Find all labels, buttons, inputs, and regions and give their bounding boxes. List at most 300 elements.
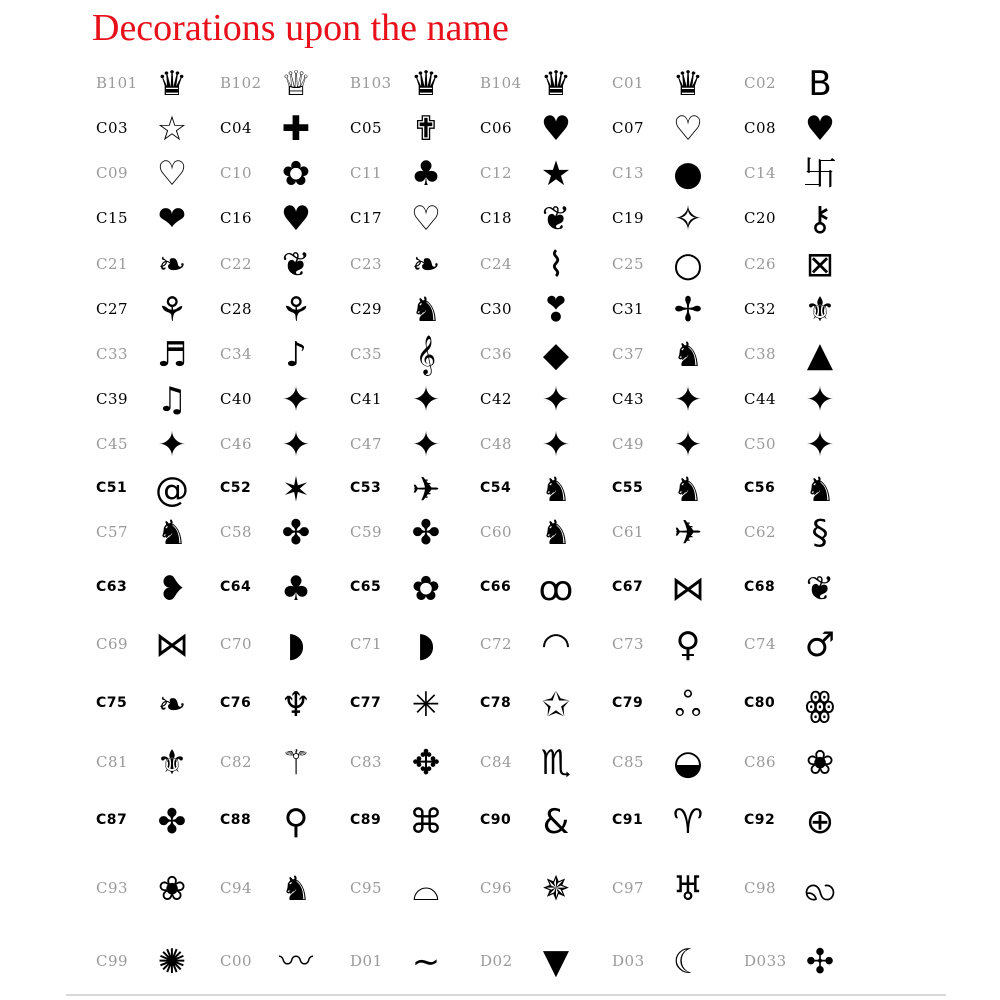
decoration-code: D01	[350, 952, 383, 970]
decoration-code: C02	[744, 74, 777, 92]
decoration-code: C14	[744, 164, 777, 182]
decoration-code: C22	[220, 255, 253, 273]
football-player-icon: ✦	[541, 380, 571, 420]
basketball-player-icon: ✦	[673, 380, 703, 420]
heart-vine-icon: ❥	[157, 569, 187, 609]
decoration-item	[220, 152, 350, 200]
crescent-moon-icon: ☾	[672, 942, 704, 982]
decoration-item	[612, 197, 742, 245]
decoration-code: C50	[744, 435, 777, 453]
decoration-item	[480, 378, 610, 426]
decoration-code: C63	[96, 579, 128, 595]
decoration-item	[744, 867, 874, 915]
tribal-figure-icon: ♅	[672, 869, 704, 909]
decoration-item	[612, 567, 742, 615]
heart-swirl-icon: ❧	[157, 245, 187, 285]
decoration-item	[220, 800, 350, 848]
decoration-code: C94	[220, 879, 253, 897]
decoration-item	[220, 62, 350, 110]
decoration-item	[612, 800, 742, 848]
decoration-code: B103	[350, 74, 392, 92]
decoration-code: C32	[744, 300, 777, 318]
decoration-code: C44	[744, 390, 777, 408]
decoration-code: C72	[480, 635, 513, 653]
eiffel-tower-icon: ▲	[806, 335, 834, 375]
decoration-code: C55	[612, 480, 644, 496]
pinwheel-icon: ✣	[805, 942, 835, 982]
decoration-item	[612, 511, 742, 559]
decoration-code: C01	[612, 74, 645, 92]
decoration-item	[96, 867, 226, 915]
decoration-code: C26	[744, 255, 777, 273]
decoration-code: C96	[480, 879, 513, 897]
decoration-code: C98	[744, 879, 777, 897]
decoration-item	[744, 378, 874, 426]
decoration-code: C03	[96, 119, 129, 137]
decoration-item	[480, 423, 610, 471]
decoration-item	[744, 623, 874, 671]
decoration-item	[480, 62, 610, 110]
decoration-item	[480, 567, 610, 615]
heart-outline-icon: ♡	[410, 199, 442, 239]
decoration-code: C31	[612, 300, 645, 318]
decoration-code: C40	[220, 390, 253, 408]
decoration-code: C57	[96, 523, 129, 541]
decoration-item	[612, 623, 742, 671]
swastika-icon: 卐	[803, 154, 837, 194]
fairy-icon: ✶	[281, 470, 311, 510]
decoration-code: C65	[350, 579, 382, 595]
decoration-item	[96, 197, 226, 245]
male-symbol-icon: ♂	[804, 625, 836, 665]
seahorse-icon: §	[811, 513, 829, 553]
decoration-item	[96, 683, 226, 731]
decoration-code: C12	[480, 164, 513, 182]
star-outline-icon: ✩	[541, 685, 571, 725]
decoration-code: C30	[480, 300, 513, 318]
decoration-item	[612, 288, 742, 336]
decoration-item	[220, 567, 350, 615]
decoration-item	[744, 423, 874, 471]
decoration-code: C07	[612, 119, 645, 137]
ampersand-icon: &	[542, 802, 570, 842]
decoration-item	[350, 243, 480, 291]
decoration-code: C21	[96, 255, 129, 273]
heart-icon: ♥	[804, 109, 836, 149]
decoration-code: C62	[744, 523, 777, 541]
tribal-star-icon: ✺	[157, 942, 187, 982]
decoration-item	[96, 567, 226, 615]
decoration-code: C81	[96, 753, 129, 771]
heart-icon: ♥	[540, 109, 572, 149]
decoration-code: C38	[744, 345, 777, 363]
decoration-item	[96, 107, 226, 155]
decoration-code: C04	[220, 119, 253, 137]
four-petal-icon: ✤	[157, 802, 187, 842]
decoration-item	[612, 468, 742, 516]
decoration-code: C61	[612, 523, 645, 541]
decoration-item	[480, 683, 610, 731]
decoration-code: C09	[96, 164, 129, 182]
decoration-item	[350, 683, 480, 731]
decoration-code: C87	[96, 812, 128, 828]
small-stars-icon: ✧	[673, 199, 703, 239]
decoration-code: C91	[612, 812, 644, 828]
decoration-item	[350, 197, 480, 245]
decoration-code: C11	[350, 164, 383, 182]
crown-outline-icon: ♕	[280, 64, 312, 104]
decoration-code: C85	[612, 753, 645, 771]
rocking-horse-icon: ♞	[540, 513, 572, 553]
decoration-code: C43	[612, 390, 645, 408]
decoration-code: B104	[480, 74, 522, 92]
decoration-code: C80	[744, 695, 776, 711]
decoration-code: C60	[480, 523, 513, 541]
heart-icon: ♥	[280, 199, 312, 239]
running-rabbit-icon: ♞	[804, 470, 836, 510]
butterfly-icon: ⚘	[280, 290, 312, 330]
decoration-item	[96, 623, 226, 671]
cross-outline-icon: ✟	[411, 109, 441, 149]
treble-clef-icon: 𝄞	[415, 335, 437, 375]
dolphin-small-icon: ◗	[287, 625, 305, 665]
mouse-head-icon: ●	[673, 154, 703, 194]
swirl-ornament-icon: ஃ	[674, 685, 702, 725]
decoration-item	[96, 423, 226, 471]
decoration-item	[744, 288, 874, 336]
leaf-fairy-icon: ❧	[157, 685, 187, 725]
decoration-item	[480, 243, 610, 291]
command-knot-icon: ⌘	[409, 802, 443, 842]
eighth-note-icon: ♪	[285, 335, 307, 375]
decoration-item	[612, 741, 742, 789]
tribal-ornament-icon: ⚚	[280, 743, 312, 783]
sitting-cat-icon: ♞	[672, 335, 704, 375]
decoration-item	[220, 940, 350, 988]
swan-icon: ꙮ	[805, 685, 835, 725]
star-crown-icon: ♛	[540, 64, 572, 104]
decoration-item	[220, 333, 350, 381]
decoration-code: C45	[96, 435, 129, 453]
decoration-item	[96, 940, 226, 988]
mermaid-icon: ⌇	[547, 245, 565, 285]
skier-icon: ✦	[281, 425, 311, 465]
decoration-item	[96, 62, 226, 110]
decoration-code: C82	[220, 753, 253, 771]
decoration-item	[350, 800, 480, 848]
page-title: Decorations upon the name	[92, 7, 509, 49]
decoration-item	[350, 288, 480, 336]
decoration-item	[96, 288, 226, 336]
crown-icon: ♛	[672, 64, 704, 104]
horse-icon: ♞	[156, 513, 188, 553]
decoration-item	[480, 741, 610, 789]
tilde-icon: ∼	[411, 942, 441, 982]
torch-icon: ♆	[280, 685, 312, 725]
decoration-code: C76	[220, 695, 252, 711]
decoration-code: C35	[350, 345, 383, 363]
mouse-head-outline-icon: ○	[673, 245, 703, 285]
decoration-item	[220, 683, 350, 731]
decoration-code: C64	[220, 579, 252, 595]
maple-leaf-icon: ✥	[411, 743, 441, 783]
decoration-item	[744, 107, 874, 155]
star-eye-icon: ✵	[541, 869, 571, 909]
decoration-item	[480, 468, 610, 516]
decoration-item	[480, 511, 610, 559]
fleur-de-lis-icon: ⚜	[804, 290, 836, 330]
decoration-code: C25	[612, 255, 645, 273]
decoration-item	[220, 197, 350, 245]
interlocked-hearts-icon: ♡	[672, 109, 704, 149]
decoration-item	[480, 333, 610, 381]
decoration-code: C16	[220, 209, 253, 227]
decoration-item	[350, 333, 480, 381]
decoration-item	[220, 867, 350, 915]
decoration-code: C54	[480, 480, 512, 496]
decoration-item	[350, 423, 480, 471]
decoration-item	[96, 800, 226, 848]
dove-icon: ✈	[411, 470, 441, 510]
sprinter-icon: ✦	[541, 425, 571, 465]
bottom-divider	[66, 994, 946, 996]
decoration-code: C77	[350, 695, 382, 711]
decoration-item	[220, 511, 350, 559]
decoration-code: C36	[480, 345, 513, 363]
swirl-hearts-icon: ❦	[541, 199, 571, 239]
dolphin-icon: ◗	[417, 625, 435, 665]
decoration-code: C68	[744, 579, 776, 595]
decoration-code: C17	[350, 209, 383, 227]
bow-outline-icon: ⋈	[671, 569, 705, 609]
decoration-item	[480, 800, 610, 848]
decoration-code: C86	[744, 753, 777, 771]
golfer-icon: ✦	[805, 380, 835, 420]
decoration-item	[744, 683, 874, 731]
decoration-item	[612, 333, 742, 381]
decoration-item	[220, 741, 350, 789]
decoration-code: B102	[220, 74, 262, 92]
decoration-item	[480, 623, 610, 671]
decoration-code: C89	[350, 812, 382, 828]
decoration-code: C15	[96, 209, 129, 227]
dolphin-outline-icon: ◠	[541, 625, 571, 665]
tribal-swirl-icon: ❀	[805, 743, 835, 783]
sixteenth-note-icon: ♬	[156, 335, 188, 375]
decoration-item	[350, 623, 480, 671]
decoration-code: C24	[480, 255, 513, 273]
decoration-code: C74	[744, 635, 777, 653]
butterfly-swirl-icon: ❦	[281, 245, 311, 285]
decoration-code: C53	[350, 480, 382, 496]
decoration-code: C27	[96, 300, 129, 318]
cherub-icon: ✤	[281, 513, 311, 553]
decoration-code: C34	[220, 345, 253, 363]
giraffe-icon: ♞	[540, 470, 572, 510]
decoration-code: C48	[480, 435, 513, 453]
decoration-code: C78	[480, 695, 512, 711]
wing-icon: ❧	[411, 245, 441, 285]
decoration-item	[96, 511, 226, 559]
decoration-code: C06	[480, 119, 513, 137]
runner-icon: ✦	[281, 380, 311, 420]
decoration-code: C56	[744, 480, 776, 496]
palm-tree-icon: ✳	[411, 685, 441, 725]
cat-icon: ♞	[410, 290, 442, 330]
heart-outline-icon: ♡	[156, 154, 188, 194]
clover-icon: ♣	[410, 154, 442, 194]
decoration-item	[744, 567, 874, 615]
decoration-code: C33	[96, 345, 129, 363]
decoration-code: C58	[220, 523, 253, 541]
decoration-item	[480, 867, 610, 915]
decoration-code: C41	[350, 390, 383, 408]
decoration-code: C00	[220, 952, 253, 970]
baseball-batter-icon: ✦	[157, 425, 187, 465]
decoration-item	[350, 741, 480, 789]
decoration-item	[350, 62, 480, 110]
balloon-heart-icon: ❣	[541, 290, 571, 330]
decoration-item	[220, 423, 350, 471]
decoration-code: C20	[744, 209, 777, 227]
bow-icon: ⋈	[155, 625, 189, 665]
decoration-code: D03	[612, 952, 645, 970]
laurel-crown-icon: ⌓	[412, 869, 440, 909]
decoration-code: C67	[612, 579, 644, 595]
decoration-item	[480, 107, 610, 155]
double-heart-icon: ❤	[157, 199, 187, 239]
decoration-code: D033	[744, 952, 787, 970]
dragonfly-icon: ✢	[673, 290, 703, 330]
decoration-code: C18	[480, 209, 513, 227]
scepter-icon: ⚲	[283, 802, 309, 842]
decoration-code: C08	[744, 119, 777, 137]
padlock-icon: ⊠	[805, 245, 835, 285]
decoration-code: C70	[220, 635, 253, 653]
leaping-cat-icon: ♞	[280, 869, 312, 909]
decoration-code: C39	[96, 390, 129, 408]
decoration-item	[612, 152, 742, 200]
decoration-code: C37	[612, 345, 645, 363]
decoration-item	[96, 152, 226, 200]
flower-icon: ✿	[411, 569, 441, 609]
decoration-code: C52	[220, 480, 252, 496]
decoration-code: C51	[96, 480, 128, 496]
fleur-de-lis-icon: ⚜	[156, 743, 188, 783]
soccer-player-icon: ✦	[411, 380, 441, 420]
rabbit-icon: ♞	[672, 470, 704, 510]
dancer-icon: ✦	[673, 425, 703, 465]
decoration-item	[96, 378, 226, 426]
snail-icon: @	[155, 470, 189, 510]
cross-icon: ✚	[281, 109, 311, 149]
decoration-item	[220, 107, 350, 155]
star-outline-icon: ☆	[156, 109, 188, 149]
decoration-code: C49	[612, 435, 645, 453]
decoration-item	[220, 288, 350, 336]
decoration-item	[744, 940, 874, 988]
decoration-item	[744, 152, 874, 200]
vine-ornament-icon: ❦	[805, 569, 835, 609]
decoration-code: C99	[96, 952, 129, 970]
decoration-code: C79	[612, 695, 644, 711]
decoration-code: C93	[96, 879, 129, 897]
skateboarder-icon: ✦	[411, 425, 441, 465]
decoration-item	[480, 197, 610, 245]
cupid-archer-icon: ✤	[411, 513, 441, 553]
decoration-item	[350, 378, 480, 426]
decoration-item	[350, 567, 480, 615]
decoration-item	[612, 107, 742, 155]
decoration-code: C83	[350, 753, 383, 771]
floral-cluster-icon: ❀	[157, 869, 187, 909]
decoration-code: C13	[612, 164, 645, 182]
decoration-code: C75	[96, 695, 128, 711]
decoration-code: C97	[612, 879, 645, 897]
heart-key-icon: ⚷	[807, 199, 833, 239]
monogram-b-icon: B	[808, 64, 832, 104]
decoration-item	[612, 243, 742, 291]
decoration-code: C47	[350, 435, 383, 453]
decoration-item	[96, 741, 226, 789]
decoration-item	[350, 867, 480, 915]
decoration-item	[744, 62, 874, 110]
decoration-code: C23	[350, 255, 383, 273]
decoration-item	[350, 511, 480, 559]
decoration-code: C95	[350, 879, 383, 897]
decoration-item	[350, 107, 480, 155]
decoration-item	[96, 468, 226, 516]
star-icon: ★	[540, 154, 572, 194]
butterfly-icon: ⚘	[156, 290, 188, 330]
decoration-item	[612, 940, 742, 988]
beamed-notes-icon: ♫	[156, 380, 188, 420]
decoration-item	[612, 62, 742, 110]
decoration-item	[220, 243, 350, 291]
decoration-code: C05	[350, 119, 383, 137]
decoration-code: C59	[350, 523, 383, 541]
decoration-item	[744, 468, 874, 516]
decoration-item	[350, 468, 480, 516]
decoration-item	[480, 940, 610, 988]
fish-icon: ◆	[542, 335, 570, 375]
decoration-code: C46	[220, 435, 253, 453]
decoration-code: C10	[220, 164, 253, 182]
female-symbol-icon: ♀	[675, 625, 701, 665]
tennis-player-icon: ✦	[805, 425, 835, 465]
celtic-cross-icon: ⊕	[805, 802, 835, 842]
swoosh-icon: 〰	[279, 942, 313, 982]
tribal-v-icon: ▼	[542, 942, 570, 982]
decoration-code: C73	[612, 635, 645, 653]
decoration-item	[480, 288, 610, 336]
bird-icon: ✈	[673, 513, 703, 553]
decoration-item	[744, 741, 874, 789]
decoration-item	[96, 243, 226, 291]
scorpion-icon: ♏	[540, 743, 572, 783]
decoration-code: C71	[350, 635, 383, 653]
decoration-code: C42	[480, 390, 513, 408]
decoration-item	[220, 468, 350, 516]
decoration-item	[612, 683, 742, 731]
decoration-item	[612, 423, 742, 471]
decoration-code: C90	[480, 812, 512, 828]
decoration-item	[480, 152, 610, 200]
decoration-code: C19	[612, 209, 645, 227]
decoration-item	[350, 940, 480, 988]
decoration-code: B101	[96, 74, 138, 92]
decoration-code: C88	[220, 812, 252, 828]
